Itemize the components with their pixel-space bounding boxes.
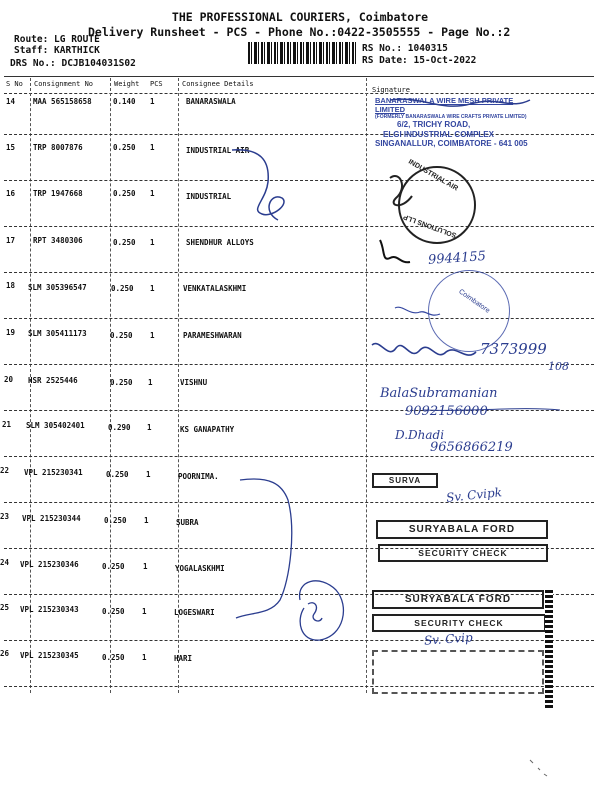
row-consignee: PARAMESHWARAN	[183, 331, 242, 340]
stamp-address-line: 6/2, TRICHY ROAD,	[397, 120, 471, 129]
handwritten-signature: Sv. Cvipk	[445, 485, 503, 505]
row-consignment-no: VPL 215230346	[20, 560, 79, 569]
row-consignee: SHENDHUR ALLOYS	[186, 238, 254, 247]
row-consignment-no: TRP 8007876	[33, 143, 83, 152]
stamp-address-line: SINGANALLUR, COIMBATORE - 641 005	[375, 139, 528, 149]
row-sno: 25	[0, 603, 10, 612]
stamp-partial: SURVA	[372, 473, 438, 488]
row-consignment-no: TRP 1947668	[33, 189, 83, 198]
table-top-rule	[4, 76, 594, 77]
row-pcs: 1	[147, 423, 152, 432]
round-stamp-text: INDUSTRIAL AIR	[407, 158, 459, 193]
row-divider	[4, 640, 594, 641]
row-divider	[4, 410, 594, 411]
row-consignee: SUBRA	[176, 518, 199, 527]
handwritten-phone: 7373999	[480, 340, 547, 358]
signature-scribble	[308, 603, 322, 621]
handwritten-phone: 9656866219	[430, 440, 513, 455]
row-divider	[4, 272, 594, 273]
row-consignee: YOGALASKHMI	[175, 564, 225, 573]
row-consignment-no: SLM 305402401	[26, 421, 85, 430]
row-consignee: POORNIMA.	[178, 472, 219, 481]
row-sno: 18	[6, 281, 16, 290]
route-label: Route: LG ROUTE	[14, 34, 100, 45]
rs-number: RS No.: 1040315	[362, 43, 448, 54]
round-stamp-text: SOLUTIONS LLP	[402, 212, 458, 239]
row-consignment-no: VPL 215230344	[22, 514, 81, 523]
row-consignee: VENKATALASKHMI	[183, 284, 247, 293]
row-pcs: 1	[146, 470, 151, 479]
row-sno: 15	[6, 143, 16, 152]
row-weight: 0.250	[110, 378, 133, 387]
row-consignee: BANARASWALA	[186, 97, 236, 106]
row-divider	[4, 226, 594, 227]
row-pcs: 1	[142, 607, 147, 616]
table-header-rule	[4, 93, 594, 94]
column-header-sno: S No	[6, 80, 23, 88]
signature-scribble	[232, 150, 284, 220]
row-weight: 0.250	[110, 331, 133, 340]
row-consignment-no: RPT 3480306	[33, 236, 83, 245]
staff-label: Staff: KARTHICK	[14, 45, 100, 56]
document-title: THE PROFESSIONAL COURIERS, Coimbatore	[171, 10, 429, 24]
stamp-suryabala: SURYABALA FORD	[376, 520, 548, 539]
handwritten-name: BalaSubramanian	[380, 386, 498, 401]
row-consignee: VISHNU	[180, 378, 208, 387]
stamp-security-check: SECURITY CHECK	[372, 614, 546, 632]
handwritten-phone: 9944155	[427, 248, 487, 269]
document-subtitle: Delivery Runsheet - PCS - Phone No.:0422-3505555 - Page No.:2	[88, 25, 511, 39]
row-pcs: 1	[144, 516, 149, 525]
row-consignee: INDUSTRIAL AIR	[186, 146, 250, 155]
row-sno: 20	[4, 375, 14, 384]
column-divider	[178, 78, 179, 693]
row-weight: 0.250	[102, 653, 125, 662]
row-sno: 24	[0, 558, 10, 567]
row-consignee: KS GANAPATHY	[180, 425, 235, 434]
column-header-signature: Signature	[372, 86, 410, 94]
row-weight: 0.250	[106, 470, 129, 479]
signature-scribble	[300, 581, 344, 640]
row-sno: 14	[6, 97, 16, 106]
row-weight: 0.250	[113, 189, 136, 198]
row-sno: 23	[0, 512, 10, 521]
stamp-company-name: BANARASWALA WIRE MESH PRIVATE LIMITED	[375, 96, 514, 114]
row-weight: 0.250	[113, 143, 136, 152]
row-divider	[4, 502, 594, 503]
handwritten-name: D.Dhadi	[395, 428, 445, 442]
row-sno: 26	[0, 649, 10, 658]
row-weight: 0.250	[113, 238, 136, 247]
row-weight: 0.140	[113, 97, 136, 106]
handwritten-phone: 9092156000	[405, 404, 488, 419]
row-consignee: HARI	[174, 654, 193, 663]
rs-date: RS Date: 15-Oct-2022	[362, 55, 477, 66]
stamp-suryabala: SURYABALA FORD	[372, 590, 544, 609]
row-weight: 0.250	[104, 516, 127, 525]
stamp-smudge	[372, 650, 544, 694]
column-header-consignment: Consignment No	[34, 80, 94, 88]
column-header-pcs: PCS	[150, 80, 163, 88]
signature-scribble	[530, 760, 547, 776]
handwritten-note: 108	[548, 360, 569, 373]
row-pcs: 1	[142, 653, 147, 662]
row-consignment-no: VPL 215230341	[24, 468, 83, 477]
row-consignment-no: SLM 305396547	[28, 283, 87, 292]
row-weight: 0.250	[111, 284, 134, 293]
row-pcs: 1	[150, 189, 155, 198]
row-pcs: 1	[150, 97, 155, 106]
row-sno: 17	[6, 236, 16, 245]
row-consignment-no: VPL 215230345	[20, 651, 79, 660]
row-pcs: 1	[143, 562, 148, 571]
column-divider	[30, 78, 31, 693]
row-consignment-no: MAA 565158658	[33, 97, 92, 106]
company-stamp	[375, 96, 545, 149]
row-consignment-no: SLM 305411173	[28, 329, 87, 338]
row-pcs: 1	[150, 238, 155, 247]
column-header-consignee: Consignee Details	[182, 80, 254, 88]
row-divider	[4, 364, 594, 365]
row-sno: 16	[6, 189, 16, 198]
barcode	[248, 42, 358, 64]
row-weight: 0.250	[102, 607, 125, 616]
row-consignment-no: HSR 2525446	[28, 376, 78, 385]
stamp-address-line: ELGI INDUSTRIAL COMPLEX	[383, 129, 494, 139]
row-sno: 22	[0, 466, 10, 475]
column-divider	[366, 78, 367, 693]
stamp-company-former: (FORMERLY BANARASWALA WIRE CRAFTS PRIVATE LIMITED)	[375, 114, 527, 120]
drs-number: DRS No.: DCJB104031S02	[10, 58, 136, 69]
row-weight: 0.250	[102, 562, 125, 571]
row-sno: 19	[6, 328, 16, 337]
handwritten-signature: Sv. Cvip	[423, 630, 474, 648]
round-stamp-text: Coimbatore	[457, 288, 491, 315]
column-header-weight: Weight	[114, 80, 140, 88]
row-consignee: LOGESWARI	[174, 608, 215, 617]
signature-scribble	[380, 240, 410, 262]
row-pcs: 1	[148, 378, 153, 387]
row-divider	[4, 180, 594, 181]
row-consignee: INDUSTRIAL	[186, 192, 232, 201]
row-pcs: 1	[150, 143, 155, 152]
row-pcs: 1	[150, 331, 155, 340]
row-pcs: 1	[150, 284, 155, 293]
stamp-security-check: SECURITY CHECK	[378, 544, 548, 562]
stamp-bleed	[545, 590, 553, 710]
row-weight: 0.290	[108, 423, 131, 432]
row-consignment-no: VPL 215230343	[20, 605, 79, 614]
row-divider	[4, 456, 594, 457]
row-sno: 21	[2, 420, 12, 429]
